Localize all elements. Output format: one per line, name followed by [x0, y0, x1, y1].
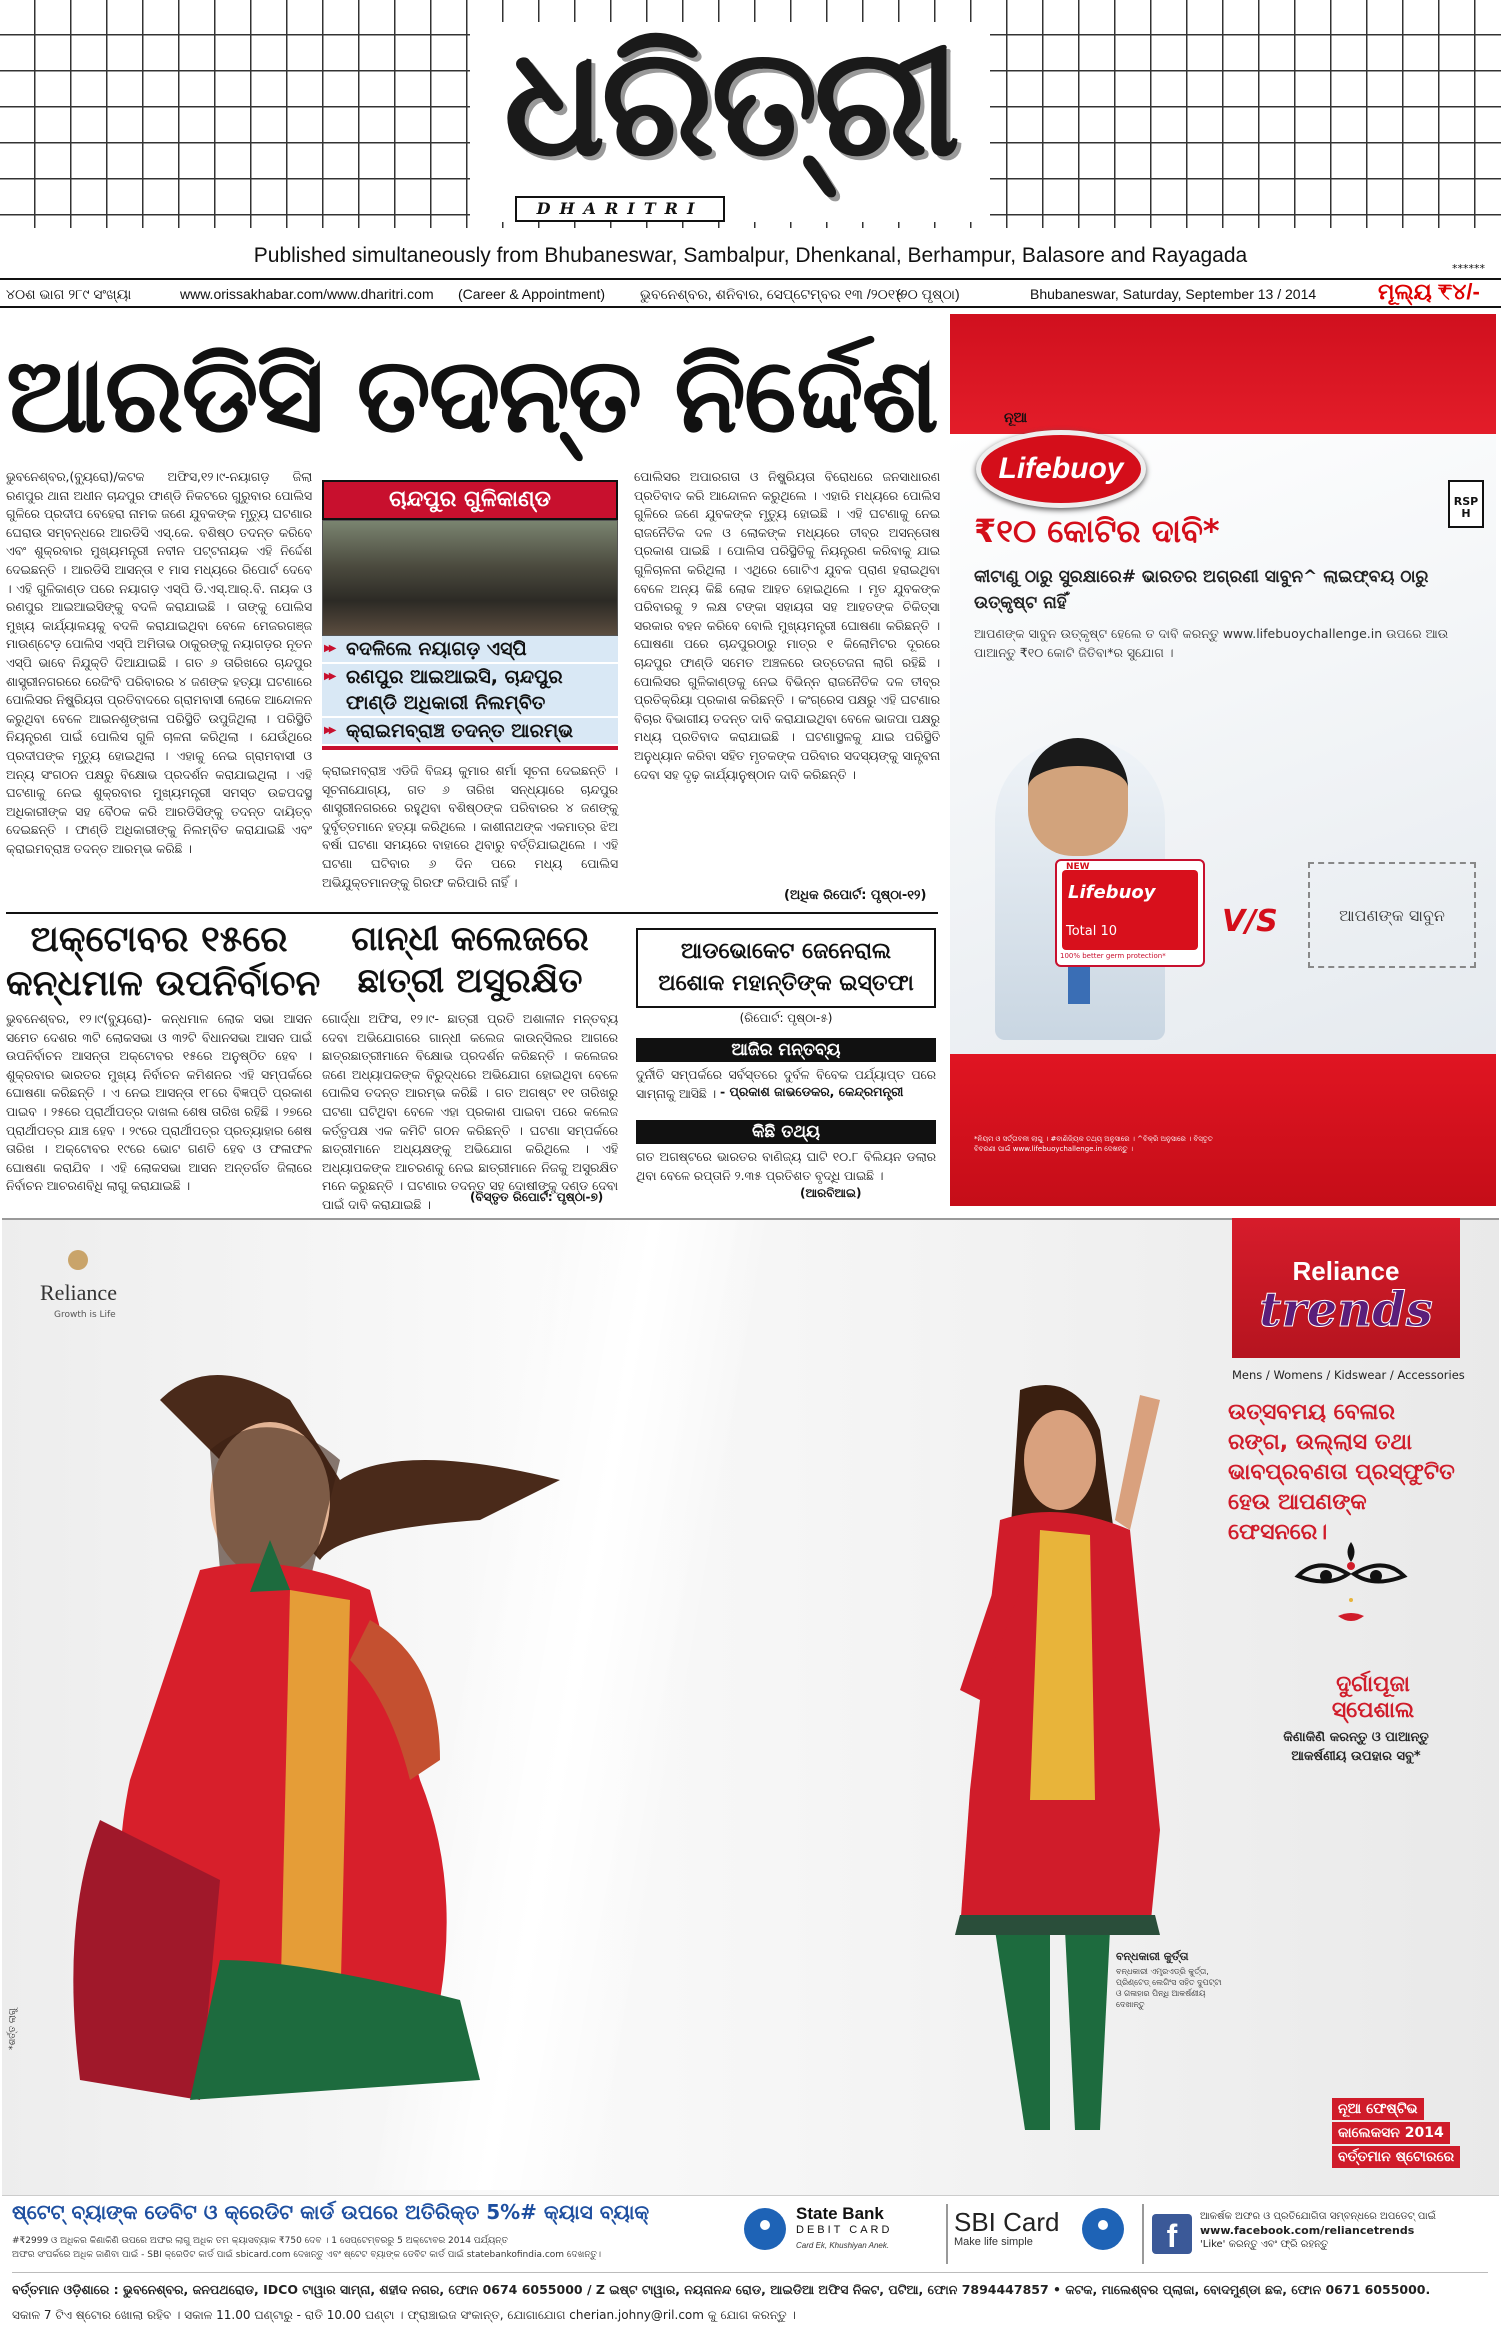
trends-brand-main: trends: [1259, 1282, 1433, 1338]
trends-tagline: ଉତ୍ସବମୟ ବେଳାର ରଙ୍ଗ, ଉଲ୍ଲାସ ତଥା ଭାବପ୍ରବଣତା ପ୍ରସ୍ଫୁଟିତ ହେଉ ଆପଣଙ୍କ ଫେସନରେ।: [1228, 1400, 1455, 1545]
odia-date: ଭୁବନେଶ୍ବର, ଶନିବାର, ସେପ୍ଟେମ୍ବର ୧୩ /୨୦୧୪: [640, 286, 905, 302]
sidebar-head: ଚାନ୍ଦପୁର ଗୁଳିକାଣ୍ଡ: [322, 480, 618, 520]
sbi-debit-text: [796, 2206, 892, 2254]
sbi-card-title: SBI Card: [954, 2207, 1060, 2237]
durga-face-icon: [1288, 1536, 1414, 1628]
store-address: ବର୍ତ୍ତମାନ ଓଡ଼ିଶାରେ : ଭୁବନେଶ୍ବର, ଜନପଥରୋଡ, IDCO ଟାୱାର ସାମ୍ନା, ଶହୀଦ ନଗର, ଫୋନ 0674 6055000 / Z ଇଷ୍ଟ ଟାୱାର, ନୟନାନନ୍ଦ ରୋଡ, ଆଇଡିଆ ଅଫିସ ନିକଟ, ପଟିଆ, ଫୋନ 7894447857 • କଟକ, ମାଲେଶ୍ବର ପ୍ଲାଜା, ବୋଦମୁଣ୍ଡା ଛକ, ଫୋନ 0671 6055000.: [12, 2282, 1431, 2297]
fact-head: କିଛି ତଥ୍ୟ: [636, 1120, 936, 1144]
lead-col2-body: କ୍ରାଇମବ୍ରାଞ୍ଚ ଏଡିଜି ବିଜୟ କୁମାର ଶର୍ମା ସୂଚନା ଦେଇଛନ୍ତି । ସୂଚନାଯୋଗ୍ୟ, ଗତ ୬ ତାରିଖ ସନ୍ଧ୍ୟାରେ ଚାନ୍ଦପୁର ଶାସ୍ତ୍ରୀନଗରରେ ରହୁଥିବା ବଶିଷ୍ଠଙ୍କ ପରିବାରର ୪ ଜଣଙ୍କୁ ଦୁର୍ବୃତ୍ତମାନେ ହତ୍ୟା କରିଥିଲେ । କାଶୀନାଥଙ୍କ ଏକମାତ୍ର ଝିଅ ବର୍ଷା ଘଟଣା ସମୟରେ ବାହାରେ ଥିବାରୁ ବର୍ତ୍ତିଯାଇଥିଲେ । ଏହି ଘଟଣା ଘଟିବାର ୬ ଦିନ ପରେ ମଧ୍ୟ ପୋଲିସ ଅଭିଯୁକ୍ତମାନଙ୍କୁ ଗିରଫ କରିପାରି ନାହିଁ ।: [322, 764, 618, 890]
sbi-debit-tag: Card Ek, Khushiyan Anek.: [796, 2241, 890, 2250]
career-note: (Career & Appointment): [458, 286, 606, 302]
sbi-emblem-icon: [1082, 2208, 1124, 2250]
model-standing-figure: [900, 1370, 1190, 2150]
ag-box[interactable]: [636, 928, 936, 1008]
divider: [946, 2204, 948, 2264]
ag-ref: (ରିପୋର୍ଟ: ପୃଷ୍ଠା-୫): [739, 1011, 833, 1025]
sbi-emblem-icon: [744, 2208, 786, 2250]
facebook-line: ଆକର୍ଷକ ଅଫର ଓ ପ୍ରତିଯୋଗିତା ସମ୍ବନ୍ଧରେ ଅପଡେଟ୍ ପାଇଁ: [1200, 2211, 1436, 2222]
ad-line2: କୀଟାଣୁ ଠାରୁ ସୁରକ୍ଷାରେ# ଭାରତର ଅଗ୍ରଣୀ ସାବୁନ^ ଲାଇଫ୍‌ବୟ ଠାରୁ ଉତ୍କୃଷ୍ଟ ନାହିଁ: [974, 567, 1429, 613]
facebook-icon[interactable]: f: [1152, 2214, 1192, 2254]
issue-number: ୪୦ଶ ଭାଗ ୨୮୯ ସଂଖ୍ୟା: [6, 286, 132, 302]
sbi-debit-title: State Bank: [796, 2204, 884, 2223]
ad-red-band-bottom: [950, 1054, 1496, 1206]
reliance-corp-tagline: Growth is Life: [54, 1310, 116, 1320]
sbi-card-text[interactable]: [954, 2208, 1060, 2248]
ag-line1: ଆଡଭୋକେଟ ଜେନେରାଲ: [680, 939, 892, 964]
pack-brand: Lifebuoy: [1068, 882, 1156, 903]
story2-headline[interactable]: [6, 918, 321, 1006]
pack-note: 100% better germ protection*: [1060, 952, 1166, 960]
bullet-item: ▶▶ କ୍ରାଇମବ୍ରାଞ୍ଚ ତଦନ୍ତ ଆରମ୍ଭ: [322, 718, 618, 746]
lifebuoy-logo: Lifebuoy: [976, 430, 1146, 508]
sbi-debit-sub: DEBIT CARD: [796, 2224, 893, 2236]
sbi-card-logo: [1082, 2208, 1124, 2254]
caption-title: ବନ୍ଧକାରୀ କୁର୍ତ୍ତା: [1116, 1950, 1189, 1963]
facebook-text: [1200, 2210, 1492, 2252]
story3-body: ଗୋର୍ଦ୍ଧା ଅଫିସ, ୧୨।୯- ଛାତ୍ରୀ ପ୍ରତି ଅଶାଳୀନ ମନ୍ତବ୍ୟ ଦେବା ଅଭିଯୋଗରେ ଗାନ୍ଧୀ କଲେଜ କାଉନ୍ସିଲର ଆଗରେ ଛାତ୍ରଛାତ୍ରୀମାନେ ବିକ୍ଷୋଭ ପ୍ରଦର୍ଶନ କରିଛନ୍ତି । କଲେଜର ଜଣେ ଅଧ୍ୟାପକଙ୍କ ବିରୁଦ୍ଧରେ ଅଭିଯୋଗ ହୋଇଥିବା ବେଳେ ପୋଲିସ ତଦନ୍ତ ଆରମ୍ଭ କରିଛି । ଗତ ଅଗଷ୍ଟ ୧୧ ତାରିଖରୁ ଘଟଣା ଘଟିଥିବା ବେଳେ ଏହା ପ୍ରକାଶ ପାଇବା ପରେ କଲେଜ କର୍ତ୍ତୃପକ୍ଷ ଏକ କମିଟି ଗଠନ କରିଛନ୍ତି । ଘଟଣା ସମ୍ପର୍କରେ ଛାତ୍ରୀମାନେ ଅଧ୍ୟକ୍ଷଙ୍କୁ ଅଭିଯୋଗ କରିଥିଲେ । ଏହି ଅଧ୍ୟାପକଙ୍କ ଆଚରଣକୁ ନେଇ ଛାତ୍ରୀମାନେ ନିଜକୁ ଅସୁରକ୍ଷିତ ମନେ କରୁଛନ୍ତି । ଘଟଣାର ତଦନ୍ତ ସହ ଦୋଷୀଙ୍କୁ ଦଣ୍ଡ ଦେବା ପାଇଁ ଦାବି କରାଯାଇଛି ।: [322, 1012, 618, 1212]
lead-col1-body: ଭୁବନେଶ୍ବର,(ବ୍ୟୁରୋ)/କଟକ ଅଫିସ,୧୨।୯-ନୟାଗଡ଼ ଜିଲା ରଣପୁର ଥାନା ଅଧୀନ ଚାନ୍ଦପୁର ଫାଣ୍ଡି ନିକଟରେ ଗୁରୁବାର ପୋଲିସ ଗୁଳିରେ ପ୍ରଦୀପ ବେହେରା ନାମକ ଜଣେ ଯୁବକଙ୍କ ମୃତ୍ୟୁ ଘଟଣାର ଘେରାଉ ସମ୍ବନ୍ଧରେ ଆରଡିସି ଏସ୍.କେ. ବଶିଷ୍ଠ ତଦନ୍ତ କରିବେ ଏବଂ ଶୁକ୍ରବାର ମୁଖ୍ୟମନ୍ତ୍ରୀ ନବୀନ ପଟ୍ଟନାୟକ ଏହି ନିର୍ଦ୍ଦେଶ ଦେଇଛନ୍ତି । ଆରଡିସି ଆସନ୍ତା ୧ ମାସ ମଧ୍ୟରେ ରିପୋର୍ଟ ଦେବେ । ଏହି ଗୁଳିକାଣ୍ଡ ପରେ ନୟାଗଡ଼ ଏସ୍ପି ଡି.ଏସ୍.ଆର୍.ବି. ନାୟକ ଓ ରଣପୁର ଆଇଆଇସିଙ୍କୁ ବଦଳି କରାଯାଇଛି । ତାଙ୍କୁ ପୋଲିସ ମୁଖ୍ୟ କାର୍ଯ୍ୟାଳୟକୁ ବଦଳି କରାଯାଇଥିବା ବେଳେ ମେଜରଗଞ୍ଜ ମାଉଣ୍ଟେଡ଼ ପୋଲିସ ଏସ୍ପି ଅମିତାଭ ଠାକୁରଙ୍କୁ ନୟାଗଡ଼ର ନୂତନ ଏସ୍ପି ଭାବେ ନିଯୁକ୍ତି ଦିଆଯାଇଛି । ଗତ ୬ ତାରିଖରେ ଚାନ୍ଦପୁର ଶାସ୍ତ୍ରୀନଗରରେ ରେଜିଂବି ପରିବାରର ୪ ଜଣଙ୍କ ହତ୍ୟା ଘଟଣାରେ ପୋଲିସର ନିଷ୍କ୍ରିୟତା ପ୍ରତିବାଦରେ ଗ୍ରାମବାସୀ ଲୋକେ ଆନ୍ଦୋଳନ କରୁଥିବା ବେଳେ ଆଇନଶୃଙ୍ଖଳା ପରିସ୍ଥିତି ଉପୁଜିଥିଲା । ପରିସ୍ଥିତି ନିୟନ୍ତ୍ରଣ ପାଇଁ ପୋଲିସ ଗୁଳି ଚାଳନା କରିଥିଲା । ଯେଉଁଥିରେ ପ୍ରଦୀପଙ୍କ ମୃତ୍ୟୁ ହୋଇଥିଲା । ଏହାକୁ ନେଇ ଗ୍ରାମବାସୀ ଓ ଅନ୍ୟ ସଂଗଠନ ପକ୍ଷରୁ ବିକ୍ଷୋଭ ପ୍ରଦର୍ଶନ କରାଯାଇଥିଲା । ଏହି ଘଟଣାକୁ ନେଇ ଶୁକ୍ରବାର ମୁଖ୍ୟମନ୍ତ୍ରୀ ସମସ୍ତ ଉଚ୍ଚପଦସ୍ଥ ଅଧିକାରୀଙ୍କ ସହ ବୈଠକ କରି ଆରଡିସିଙ୍କୁ ତଦନ୍ତ ଦାୟିତ୍ବ ଦେଇଛନ୍ତି । ଫାଣ୍ଡି ଅଧିକାରୀଙ୍କୁ ନିଲମ୍ବିତ କରାଯାଇଛି ଏବଂ କ୍ରାଇମବ୍ରାଞ୍ଚ ତଦନ୍ତ ଆରମ୍ଭ କରିଛି ।: [6, 470, 312, 856]
masthead-logo[interactable]: ଧରିତ୍ରୀ: [503, 14, 957, 190]
facebook-line: 'Like' କରନ୍ତୁ ଏବଂ ଫ୍ରି ରହନ୍ତୁ: [1200, 2239, 1329, 2250]
divider: [6, 912, 938, 914]
durga-sub: କିଣାକିଣି କରନ୍ତୁ ଓ ପାଆନ୍ତୁ ଆକର୍ଷଣୀୟ ଉପହାର ସବୁ*: [1283, 1730, 1429, 1764]
fact-text: ଗତ ଅଗଷ୍ଟରେ ଭାରତର ବାଣିଜ୍ୟ ଘାଟି ୧୦.୮ ବିଲିୟନ ଡଲାର ଥିବା ବେଳେ ରପ୍ତାନି ୨.୩୫ ପ୍ରତିଶତ ବୃଦ୍ଧି ପାଇଛି ।: [636, 1150, 936, 1183]
cashback-headline: ଷ୍ଟେଟ୍ ବ୍ୟାଙ୍କ ଡେବିଟ ଓ କ୍ରେଡିଟ କାର୍ଡ ଉପରେ ଅତିରିକ୍ତ 5%# କ୍ୟାସ ବ୍ୟାକ୍: [12, 2200, 650, 2224]
bullet-item: ▶▶ ବଦଳିଲେ ନୟାଗଡ଼ ଏସ୍ପି: [322, 636, 618, 664]
divider: [1142, 2204, 1144, 2264]
sidebar-box: [322, 480, 618, 758]
trends-brand-top: Reliance: [1292, 1256, 1400, 1286]
story3-more-link[interactable]: (ବିସ୍ତୃତ ରିପୋର୍ଟ: ପୃଷ୍ଠା-୭): [470, 1190, 604, 1204]
store-hours: ସକାଳ 7 ଟିଏ ଷ୍ଟୋର ଖୋଲା ରହିବ । ସକାଳ 11.00 ଘଣ୍ଟାରୁ - ରାତି 10.00 ଘଣ୍ଟା । ଫ୍ରାଞ୍ଚାଇଜ ସଂକାନ୍ତ, ଯୋଗାଯୋଗ cherian.johny@ril.com କୁ ଯୋଗ କରନ୍ତୁ ।: [12, 2308, 796, 2322]
stars: ******: [1452, 262, 1485, 275]
quote-author: - ପ୍ରକାଶ ଜାଭଡେକର, କେନ୍ଦ୍ରମନ୍ତ୍ରୀ: [720, 1084, 904, 1099]
story2-body: ଭୁବନେଶ୍ବର, ୧୨।୯(ବ୍ୟୁରୋ)- କନ୍ଧମାଳ ଲୋକ ସଭା ଆସନ ସମେତ ଦେଶର ୩ଟି ଲୋକସଭା ଓ ୩୨ଟି ବିଧାନସଭା ଆସନ ପାଇଁ ଉପନିର୍ବାଚନ ଆସନ୍ତା ଅକ୍ଟୋବର ୧୫ରେ ଅନୁଷ୍ଠିତ ହେବ । ଶୁକ୍ରବାର ଭାରତର ମୁଖ୍ୟ ନିର୍ବାଚନ କମିଶନର ଏହି ସମ୍ପର୍କରେ ଘୋଷଣା କରିଛନ୍ତି । ଏ ନେଇ ଆସନ୍ତା ୧୮ରେ ବିଜ୍ଞପ୍ତି ପ୍ରକାଶ ପାଇବ । ୨୫ରେ ପ୍ରାର୍ଥୀପତ୍ର ଦାଖଲ ଶେଷ ତାରିଖ ରହିଛି । ୨୭ରେ ପ୍ରାର୍ଥୀପତ୍ର ଯାଞ୍ଚ ହେବ । ୨୯ରେ ପ୍ରାର୍ଥୀପତ୍ର ପ୍ରତ୍ୟାହାର ଶେଷ ତାରିଖ । ଅକ୍ଟୋବର ୧୯ରେ ଭୋଟ ଗଣତି ହେବ ଓ ଫଳାଫଳ ଘୋଷଣା କରାଯିବ । ଏହି ଲୋକସଭା ଆସନ ଅନ୍ତର୍ଗତ ଜିଲାରେ ନିର୍ବାଚନ ଆଚରଣବିଧି ଲାଗୁ କରାଯାଇଛି ।: [6, 1012, 312, 1194]
collection-line: ବର୍ତ୍ତମାନ ଷ୍ଟୋରରେ: [1332, 2146, 1460, 2168]
rsph-badge: RSPH: [1448, 480, 1484, 528]
durga-special: ଦୁର୍ଗାପୂଜା ସ୍ପେଶାଲ: [1331, 1672, 1415, 1723]
quote-head: ଆଜିର ମନ୍ତବ୍ୟ: [636, 1038, 936, 1062]
story2-headline-line: ଅକ୍ଟୋବର ୧୫ରେ: [30, 919, 288, 960]
trends-categories: Mens / Womens / Kidswear / Accessories: [1232, 1368, 1465, 1382]
story2-headline-line: କନ୍ଧମାଳ ଉପନିର୍ବାଚନ: [6, 963, 321, 1004]
caption-text: ବନ୍ଧକାରୀ ଏମ୍ବ୍ରଏଡ୍ରି କୁର୍ତ୍ତା, ପ୍ରିଣ୍ଟେଡ୍ ଲେଗିଂସ ସହିତ ଦୁପଟ୍ଟା ଓ ଗଳାହାର ପିନ୍ଧି ଆକର୍ଷଣୀୟ ଦେଖାନ୍ତୁ: [1116, 1967, 1222, 2009]
model-seated-figure: [40, 1360, 620, 2120]
reliance-trends-logo[interactable]: [1232, 1218, 1460, 1358]
masthead-logo-subtitle: DHARITRI: [515, 196, 725, 222]
your-soap-box: ଆପଣଙ୍କ ସାବୁନ: [1308, 862, 1476, 968]
crowd-photo: [322, 520, 618, 636]
fact-source: (ଆରବିଆଇ): [800, 1186, 862, 1200]
story3-headline[interactable]: [322, 918, 618, 1002]
page-count: (୨୦ ପୃଷ୍ଠା): [896, 286, 960, 302]
vertical-note: *ଶର୍ତ୍ତ ଲାଗୁ: [8, 2008, 18, 2050]
vs-label: V/S: [1222, 904, 1278, 939]
divider: [12, 2272, 1488, 2273]
quote-text: ଦୁର୍ନୀତି ସମ୍ପର୍କରେ ସର୍ବସ୍ତରେ ଦୁର୍ବଳ ବିବେକ ପର୍ଯ୍ୟାପ୍ତ ପରେ ସାମ୍ନାକୁ ଆସିଛି ।: [636, 1068, 936, 1101]
reliance-corp-emblem: [68, 1250, 88, 1270]
website-link[interactable]: www.orissakhabar.com/www.dharitri.com: [180, 286, 434, 302]
ad-new-tag: ନୂଆ: [1004, 410, 1028, 426]
collection-badge: [1332, 2098, 1458, 2168]
pack-new: NEW: [1066, 862, 1090, 872]
collection-line: କାଲେକସନ 2014: [1332, 2122, 1450, 2144]
reliance-corp-logo: Reliance: [40, 1280, 117, 1305]
ad-small-print: *ନିୟମ ଓ ସର୍ତ୍ତାବଳୀ ଲାଗୁ । #ବାଣିଜ୍ୟିକ ତଥ୍ୟ ଅନୁସାରେ । ^ବିକ୍ରି ଅନୁସାରେ । ବିସ୍ତୃତ ବିବରଣୀ ପାଇଁ www.lifebuoychallenge.in ଦେଖନ୍ତୁ ।: [974, 1135, 1213, 1153]
cashback-fine-line: #₹2999 ଓ ଅଧିକର କିଣାକିଣି ଉପରେ ଅଫର ଲାଗୁ ଅଧିକ ତମ କ୍ୟାସବ୍ୟାକ ₹750 ଦେବ । 1 ସେପ୍ଟେମ୍ବରରୁ 5 ଅକ୍ଟୋବର 2014 ପର୍ଯ୍ୟନ୍ତ: [12, 2236, 508, 2246]
ad-claim: ₹୧୦ କୋଟିର ଦାବି*: [974, 512, 1220, 550]
lifebuoy-ad[interactable]: [950, 314, 1496, 1206]
story3-headline-line: ଛାତ୍ରୀ ଅସୁରକ୍ଷିତ: [357, 961, 583, 1001]
more-report-link[interactable]: (ଅଧିକ ରିପୋର୍ଟ: ପୃଷ୍ଠା-୧୨): [784, 888, 927, 903]
ag-line2: ଅଶୋକ ମହାନ୍ତିଙ୍କ ଇସ୍ତଫା: [658, 971, 914, 996]
lead-col3-body: ପୋଲିସର ଅପାରଗତା ଓ ନିଷ୍କ୍ରିୟତା ବିରୋଧରେ ଜନସାଧାରଣ ପ୍ରତିବାଦ କରି ଆନ୍ଦୋଳନ କରୁଥିଲେ । ଏହାରି ମଧ୍ୟରେ ପୋଲିସ ଗୁଳିରେ ଜଣେ ଯୁବକଙ୍କ ମୃତ୍ୟୁ ହୋଇଛି । ଏହି ଘଟଣାକୁ ନେଇ ରାଜନୈତିକ ଦଳ ଓ ଲୋକଙ୍କ ମଧ୍ୟରେ ତୀବ୍ର ଅସନ୍ତୋଷ ପ୍ରକାଶ ପାଇଛି । ପୋଲିସ ପରିସ୍ଥିତିକୁ ନିୟନ୍ତ୍ରଣ କରିବାକୁ ଯାଇ ଗୁଳିଚାଳନା କରିଥିଲା । ଏଥିରେ ଗୋଟିଏ ଯୁବକ ପ୍ରାଣ ହରାଇଥିବା ବେଳେ ଅନ୍ୟ କିଛି ଲୋକ ଆହତ ହୋଇଥିଲେ । ମୃତ ଯୁବକଙ୍କ ପରିବାରକୁ ୨ ଲକ୍ଷ ଟଙ୍କା ସହାୟତା ସହ ଆହତଙ୍କ ଚିକିତ୍ସା ସରକାର ବହନ କରିବେ ବୋଲି ମୁଖ୍ୟମନ୍ତ୍ରୀ ଘୋଷଣା କରିଛନ୍ତି । ଘୋଷଣା ପରେ ଚାନ୍ଦପୁରଠାରୁ ମାତ୍ର ୧ କିଲୋମିଟର ଦୂରରେ ଚାନ୍ଦପୁର ଫାଣ୍ଡି ସମେତ ଅଞ୍ଚଳରେ ଉତ୍ତେଜନା ଲାଗି ରହିଛି । ପୋଲିସର ଗୁଳିକାଣ୍ଡକୁ ନେଇ ବିଭିନ୍ନ ରାଜନୈତିକ ଦଳ ତୀବ୍ର ପ୍ରତିକ୍ରିୟା ପ୍ରକାଶ କରିଛନ୍ତି । କଂଗ୍ରେସ ପକ୍ଷରୁ ଏହି ଘଟଣାର ବିଚାର ବିଭାଗୀୟ ତଦନ୍ତ ଦାବି କରାଯାଇଥିବା ବେଳେ ଭାଜପା ପକ୍ଷରୁ ମଧ୍ୟ ପ୍ରତିବାଦ କରାଯାଇଛି । ଘଟଣାସ୍ଥଳକୁ ଯାଇ ପରିସ୍ଥିତି ଅନୁଧ୍ୟାନ କରିବା ସହିତ ମୃତକଙ୍କ ପରିବାର ସଦସ୍ୟଙ୍କୁ ସାନ୍ତ୍ବନା ଦେବା ସହ ଦୃଢ଼ କାର୍ଯ୍ୟାନୁଷ୍ଠାନ ଦାବି କରିଛନ୍ତି ।: [634, 470, 940, 782]
story3-headline-line: ଗାନ୍ଧୀ କଲେଜରେ: [351, 919, 589, 959]
ad-fine[interactable]: ଆପଣଙ୍କ ସାବୁନ ଉତ୍କୃଷ୍ଟ ହେଲେ ତ ଦାବି କରନ୍ତୁ www.lifebuoychallenge.in ଉପରେ ଆଉ ପାଆନ୍ତୁ ₹୧୦ କୋଟି ଜିତିବା*ର ସୁଯୋଗ ।: [974, 626, 1449, 660]
cashback-fine-line: ଅଫର ସଂପର୍କରେ ଅଧିକ ଜାଣିବା ପାଇଁ - SBI କ୍ରେଡିଟ କାର୍ଡ ପାଇଁ sbicard.com ଦେଖନ୍ତୁ ଏବଂ ଷ୍ଟେଟ ବ୍ୟାଙ୍କ ଡେବିଟ କାର୍ଡ ପାଇଁ statebankofindia.com ଦେଖନ୍ତୁ।: [12, 2250, 602, 2260]
cashback-fine: [12, 2234, 732, 2262]
sidebar-rule: [322, 746, 618, 750]
lead-headline[interactable]: ଆରଡିସି ତଦନ୍ତ ନିର୍ଦ୍ଦେଶ: [6, 334, 937, 456]
sbi-card-tag: Make life simple: [954, 2236, 1033, 2248]
collection-line: ନୂଆ ଫେଷ୍ଟିଭ: [1332, 2098, 1424, 2120]
dateline: [0, 278, 1501, 308]
sbi-debit-logo[interactable]: [744, 2208, 786, 2254]
bullet-item: ▶▶ ରଣପୁର ଆଇଆଇସି, ଚାନ୍ଦପୁର ଫାଣ୍ଡି ଅଧିକାରୀ ନିଲମ୍ବିତ: [322, 664, 618, 718]
english-date: Bhubaneswar, Saturday, September 13 / 2014: [1030, 286, 1317, 302]
facebook-url[interactable]: www.facebook.com/reliancetrends: [1200, 2224, 1415, 2237]
published-line: Published simultaneously from Bhubaneswar, Sambalpur, Dhenkanal, Berhampur, Balasore and Rayagada: [253, 244, 1248, 267]
doctor-head: [1028, 738, 1128, 856]
price: ମୂଲ୍ୟ ₹୪/-: [1378, 279, 1480, 304]
pack-total: Total 10: [1066, 924, 1118, 939]
